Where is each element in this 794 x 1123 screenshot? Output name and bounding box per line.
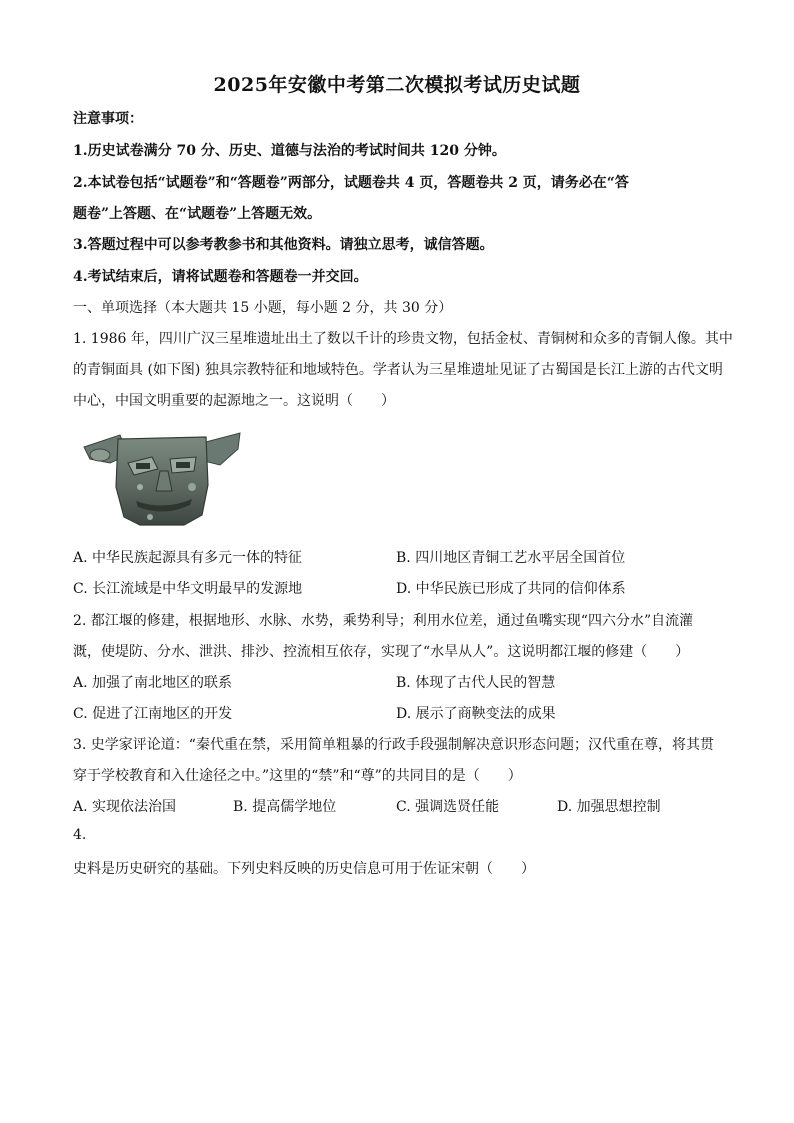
q3-option-c: C. 强调选贤任能 <box>396 799 500 815</box>
notice-item: 2.本试卷包括“试题卷”和“答题卷”两部分，试题卷共 4 页，答题卷共 2 页，请务必在“答 <box>73 175 629 191</box>
q3-stem-line: 3. 史学家评论道：“秦代重在禁，采用简单粗暴的行政手段强制解决意识形态问题；汉代重在尊，将其贯 <box>73 737 714 753</box>
bronze-mask-image <box>80 425 245 530</box>
q2-stem-line: 2. 都江堰的修建，根据地形、水脉、水势，乘势利导；利用水位差，通过鱼嘴实现“四六分水”自流灌 <box>73 613 694 629</box>
q1-option-c: C. 长江流域是中华文明最早的发源地 <box>73 581 303 597</box>
q1-option-d: D. 中华民族已形成了共同的信仰体系 <box>396 581 626 597</box>
notice-item: 1.历史试卷满分 70 分、历史、道德与法治的考试时间共 120 分钟。 <box>73 143 506 159</box>
notice-item: 3.答题过程中可以参考教参书和其他资料。请独立思考，诚信答题。 <box>73 237 494 253</box>
q3-option-d: D. 加强思想控制 <box>557 799 661 815</box>
q1-stem-line: 1. 1986 年，四川广汉三星堆遗址出土了数以千计的珍贵文物，包括金杖、青铜树和众多的青铜人像。其中 <box>73 331 733 347</box>
q2-option-b: B. 体现了古代人民的智慧 <box>396 675 556 691</box>
notice-heading: 注意事项： <box>73 111 143 127</box>
notice-item: 4.考试结束后，请将试题卷和答题卷一并交回。 <box>73 269 368 285</box>
q2-stem-line: 溉，使堤防、分水、泄洪、排沙、控流相互依存，实现了“水旱从人”。这说明都江堰的修建（ ） <box>73 644 690 660</box>
q3-option-b: B. 提高儒学地位 <box>233 799 337 815</box>
q4-number: 4. <box>73 827 87 843</box>
notice-item: 题卷”上答题、在“试题卷”上答题无效。 <box>73 206 322 222</box>
q3-option-a: A. 实现依法治国 <box>73 799 177 815</box>
q1-option-b: B. 四川地区青铜工艺水平居全国首位 <box>396 550 626 566</box>
q1-stem-line: 的青铜面具 (如下图) 独具宗教特征和地域特色。学者认为三星堆遗址见证了古蜀国是长江上游的古代文明 <box>73 362 723 378</box>
q3-stem-line: 穿于学校教育和入仕途径之中。”这里的“禁”和“尊”的共同目的是（ ） <box>73 768 522 784</box>
q1-stem-line: 中心，中国文明重要的起源地之一。这说明（ ） <box>73 393 395 409</box>
q2-option-c: C. 促进了江南地区的开发 <box>73 706 233 722</box>
page-title: 2025年安徽中考第二次模拟考试历史试题 <box>213 74 581 96</box>
q2-option-a: A. 加强了南北地区的联系 <box>73 675 233 691</box>
q1-option-a: A. 中华民族起源具有多元一体的特征 <box>73 550 303 566</box>
q2-option-d: D. 展示了商鞅变法的成果 <box>396 706 556 722</box>
section-heading: 一、单项选择（本大题共 15 小题，每小题 2 分，共 30 分） <box>73 300 453 316</box>
q4-stem-line: 史料是历史研究的基础。下列史料反映的历史信息可用于佐证宋朝（ ） <box>73 861 535 877</box>
